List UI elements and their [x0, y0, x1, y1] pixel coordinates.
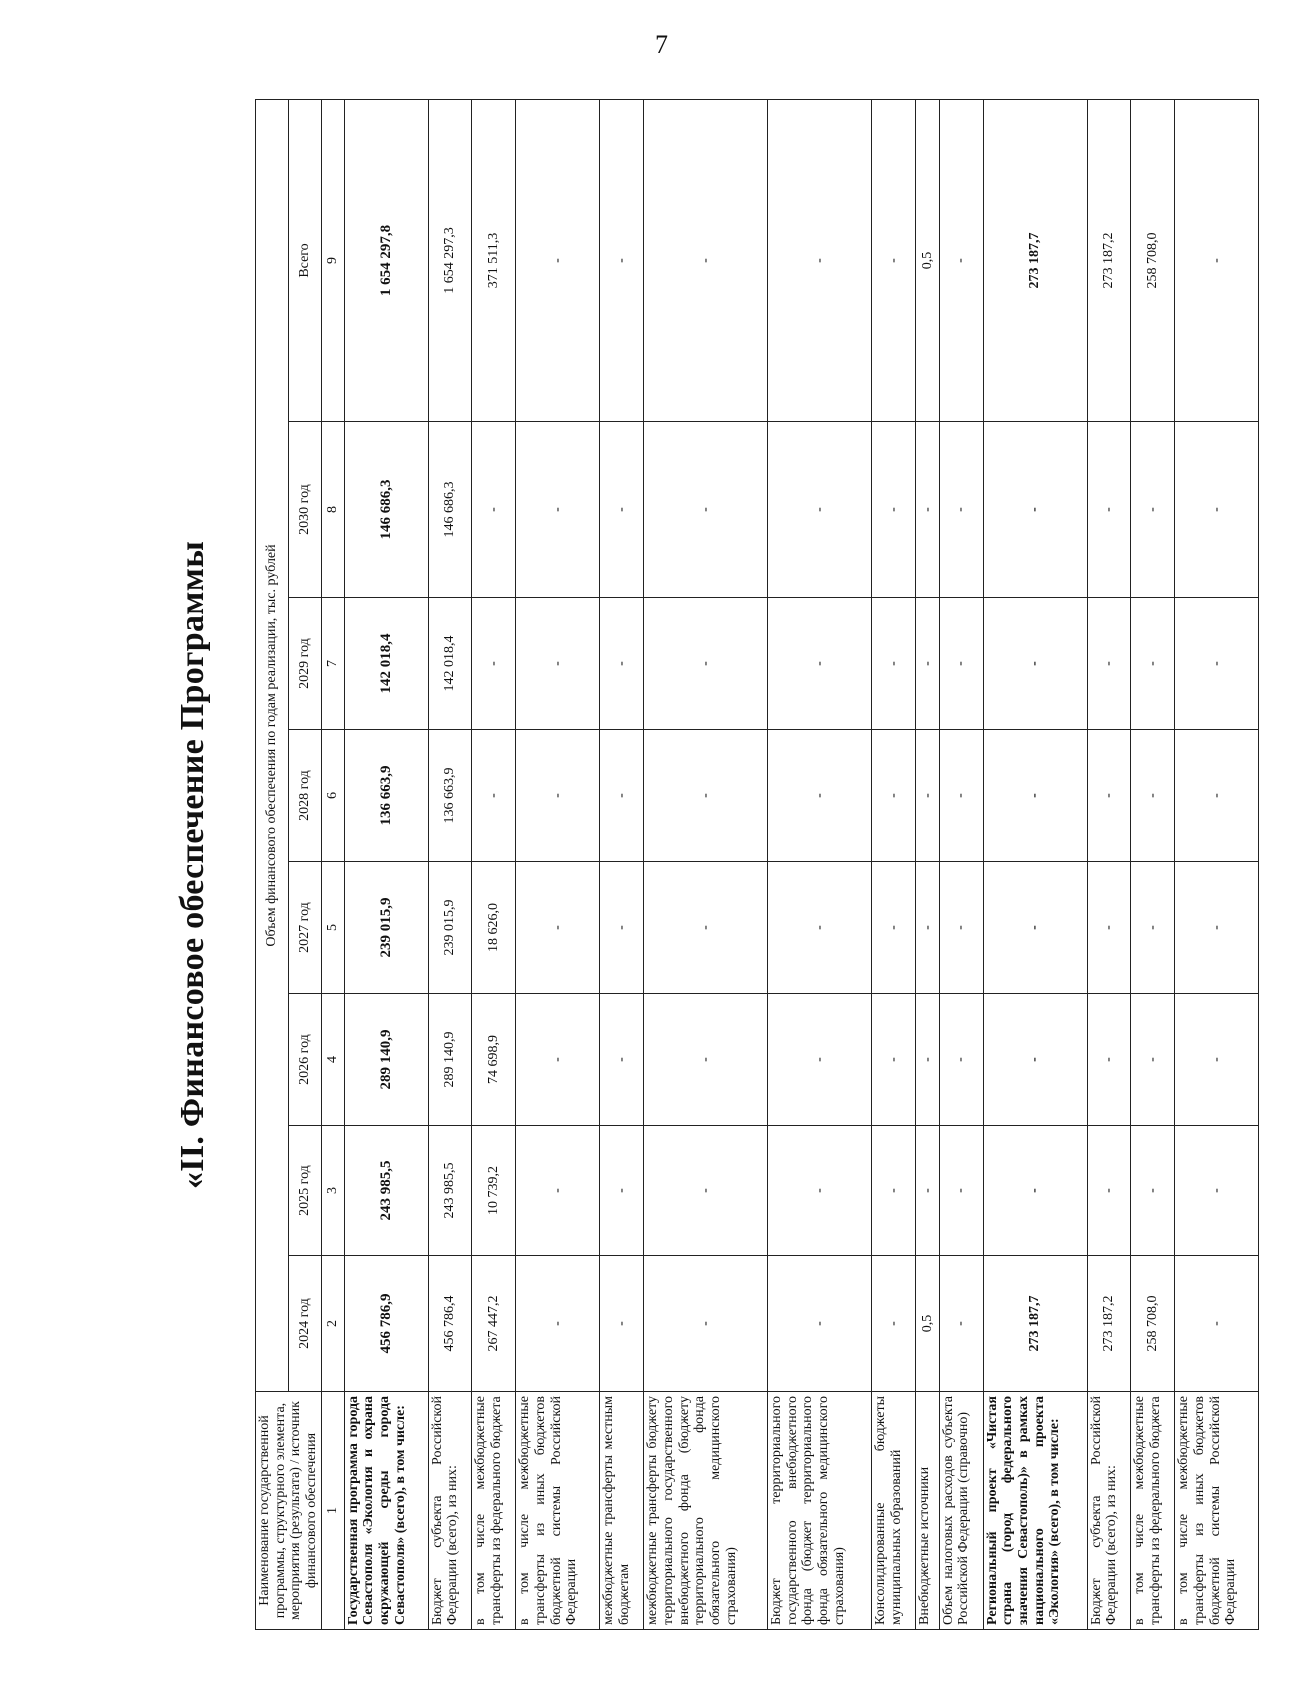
total-cell: - — [600, 99, 644, 421]
row-name-cell: Региональный проект «Чистая страна (город федерального значения Севастополь)» в рамках национального проекта «Экология» (всего), в том числе: — [983, 1392, 1087, 1630]
value-cell: - — [768, 730, 872, 862]
table-row — [915, 99, 939, 1629]
value-cell: - — [516, 422, 600, 598]
value-cell: - — [1087, 994, 1131, 1126]
value-cell: - — [983, 862, 1087, 994]
value-cell: - — [1175, 994, 1259, 1126]
value-cell: - — [939, 422, 983, 598]
total-cell: 258 708,0 — [1131, 99, 1175, 421]
total-cell: 1 654 297,3 — [428, 99, 472, 421]
table-row — [1131, 99, 1175, 1629]
value-cell: - — [983, 1126, 1087, 1256]
value-cell: - — [1087, 730, 1131, 862]
value-cell: - — [1175, 862, 1259, 994]
value-cell: 239 015,9 — [344, 862, 428, 994]
column-header-year: 2029 год — [288, 598, 321, 730]
value-cell: 239 015,9 — [428, 862, 472, 994]
value-cell: - — [1175, 1126, 1259, 1256]
value-cell: - — [516, 994, 600, 1126]
value-cell: - — [1087, 422, 1131, 598]
row-name-cell: Бюджет территориального государственного внебюджетного фонда (бюджет территориального фонда обязательного медицинского страхования) — [768, 1392, 872, 1630]
total-cell: - — [768, 99, 872, 421]
value-cell: - — [872, 862, 916, 994]
table-row — [872, 99, 916, 1629]
table-row — [983, 99, 1087, 1629]
column-index: 5 — [321, 862, 344, 994]
column-index: 1 — [321, 1392, 344, 1630]
column-header-year: 2027 год — [288, 862, 321, 994]
row-name-cell: межбюджетные трансферты бюджету территориального государственного внебюджетного фонда (бюджету территориального фонда обязательного медицинского страхования) — [644, 1392, 768, 1630]
value-cell: - — [600, 1256, 644, 1392]
value-cell: - — [939, 862, 983, 994]
value-cell: - — [1131, 422, 1175, 598]
total-cell: - — [872, 99, 916, 421]
value-cell: - — [939, 1256, 983, 1392]
value-cell: - — [1087, 862, 1131, 994]
value-cell: - — [915, 1126, 939, 1256]
value-cell: 146 686,3 — [428, 422, 472, 598]
column-index: 2 — [321, 1256, 344, 1392]
value-cell: - — [915, 994, 939, 1126]
value-cell: 74 698,9 — [472, 994, 516, 1126]
total-cell: - — [644, 99, 768, 421]
value-cell: - — [472, 598, 516, 730]
value-cell: - — [1131, 1126, 1175, 1256]
value-cell: - — [1131, 730, 1175, 862]
column-header-year: 2030 год — [288, 422, 321, 598]
value-cell: 18 626,0 — [472, 862, 516, 994]
value-cell: - — [872, 994, 916, 1126]
value-cell: 243 985,5 — [344, 1126, 428, 1256]
row-name-cell: в том числе межбюджетные трансферты из иных бюджетов бюджетной системы Российской Федерации — [516, 1392, 600, 1630]
value-cell: - — [915, 598, 939, 730]
value-cell: - — [1175, 598, 1259, 730]
value-cell: - — [472, 730, 516, 862]
section-title: «II. Финансовое обеспечение Программы — [174, 540, 211, 1190]
value-cell: - — [939, 1126, 983, 1256]
row-name-cell: в том числе межбюджетные трансферты из федерального бюджета — [1131, 1392, 1175, 1630]
value-cell: 243 985,5 — [428, 1126, 472, 1256]
row-name-cell: межбюджетные трансферты местным бюджетам — [600, 1392, 644, 1630]
value-cell: 289 140,9 — [344, 994, 428, 1126]
value-cell: - — [872, 598, 916, 730]
value-cell: - — [872, 730, 916, 862]
value-cell: - — [872, 1256, 916, 1392]
value-cell: - — [915, 862, 939, 994]
table-row — [768, 99, 872, 1629]
value-cell: - — [983, 422, 1087, 598]
value-cell: - — [644, 422, 768, 598]
value-cell: 456 786,4 — [428, 1256, 472, 1392]
row-name-cell: в том числе межбюджетные трансферты из федерального бюджета — [472, 1392, 516, 1630]
value-cell: - — [1175, 422, 1259, 598]
value-cell: 273 187,2 — [1087, 1256, 1131, 1392]
row-name-cell: в том числе межбюджетные трансферты из иных бюджетов бюджетной системы Российской Федерации — [1175, 1392, 1259, 1630]
value-cell: - — [983, 598, 1087, 730]
value-cell: - — [983, 730, 1087, 862]
value-cell: - — [600, 422, 644, 598]
column-index: 7 — [321, 598, 344, 730]
total-cell: 0,5 — [915, 99, 939, 421]
financing-table — [255, 99, 1259, 1630]
table-row — [344, 99, 428, 1629]
value-cell: - — [915, 422, 939, 598]
value-cell: - — [1087, 1126, 1131, 1256]
value-cell: 258 708,0 — [1131, 1256, 1175, 1392]
table-row — [939, 99, 983, 1629]
value-cell: - — [1175, 1256, 1259, 1392]
value-cell: - — [1175, 730, 1259, 862]
value-cell: - — [516, 598, 600, 730]
total-cell: 273 187,7 — [983, 99, 1087, 421]
column-index: 6 — [321, 730, 344, 862]
value-cell: - — [644, 730, 768, 862]
column-index: 4 — [321, 994, 344, 1126]
value-cell: - — [644, 1256, 768, 1392]
value-cell: 267 447,2 — [472, 1256, 516, 1392]
table-row — [516, 99, 600, 1629]
value-cell: 289 140,9 — [428, 994, 472, 1126]
value-cell: - — [644, 994, 768, 1126]
column-group-header: Объем финансового обеспечения по годам реализации, тыс. рублей — [256, 99, 289, 1391]
row-name-cell: Консолидированные бюджеты муниципальных образований — [872, 1392, 916, 1630]
column-index: 8 — [321, 422, 344, 598]
value-cell: - — [939, 598, 983, 730]
value-cell: - — [516, 1256, 600, 1392]
value-cell: - — [983, 994, 1087, 1126]
value-cell: 456 786,9 — [344, 1256, 428, 1392]
table-row — [428, 99, 472, 1629]
table-row — [600, 99, 644, 1629]
value-cell: - — [768, 422, 872, 598]
row-name-cell: Бюджет субъекта Российской Федерации (всего), из них: — [428, 1392, 472, 1630]
row-name-cell: Государственная программа города Севастополя «Экология и охрана окружающей среды города Севастополя» (всего), в том числе: — [344, 1392, 428, 1630]
total-cell: 273 187,2 — [1087, 99, 1131, 421]
total-cell: - — [939, 99, 983, 421]
value-cell: 142 018,4 — [344, 598, 428, 730]
column-index: 3 — [321, 1126, 344, 1256]
row-name-cell: Внебюджетные источники — [915, 1392, 939, 1630]
value-cell: - — [915, 730, 939, 862]
column-header-total: Всего — [288, 99, 321, 421]
column-header-year: 2024 год — [288, 1256, 321, 1392]
column-index-row — [321, 99, 344, 1629]
table-row — [1175, 99, 1259, 1629]
value-cell: 142 018,4 — [428, 598, 472, 730]
value-cell: - — [768, 1126, 872, 1256]
column-header-year: 2026 год — [288, 994, 321, 1126]
value-cell: 136 663,9 — [428, 730, 472, 862]
page-number: 7 — [655, 30, 668, 59]
value-cell: - — [768, 598, 872, 730]
total-cell: - — [1175, 99, 1259, 421]
table-row — [644, 99, 768, 1629]
value-cell: - — [768, 994, 872, 1126]
value-cell: - — [516, 730, 600, 862]
value-cell: - — [600, 994, 644, 1126]
value-cell: - — [516, 1126, 600, 1256]
table-row — [1087, 99, 1131, 1629]
value-cell: - — [600, 730, 644, 862]
column-header-name: Наименование государственной программы, структурного элемента, мероприятия (результата) / источник финансового обеспечения — [256, 1392, 322, 1630]
row-name-cell: Объем налоговых расходов субъекта Российской Федерации (справочно) — [939, 1392, 983, 1630]
value-cell: - — [1087, 598, 1131, 730]
value-cell: - — [472, 422, 516, 598]
value-cell: 0,5 — [915, 1256, 939, 1392]
value-cell: - — [600, 862, 644, 994]
value-cell: 146 686,3 — [344, 422, 428, 598]
total-cell: - — [516, 99, 600, 421]
column-header-year: 2025 год — [288, 1126, 321, 1256]
total-cell: 1 654 297,8 — [344, 99, 428, 421]
value-cell: - — [644, 1126, 768, 1256]
value-cell: - — [872, 1126, 916, 1256]
value-cell: - — [644, 598, 768, 730]
value-cell: - — [1131, 598, 1175, 730]
row-name-cell: Бюджет субъекта Российской Федерации (всего), из них: — [1087, 1392, 1131, 1630]
table-row — [472, 99, 516, 1629]
rotated-page-content — [160, 100, 1290, 1630]
value-cell: - — [872, 422, 916, 598]
value-cell: 273 187,7 — [983, 1256, 1087, 1392]
value-cell: 136 663,9 — [344, 730, 428, 862]
value-cell: - — [644, 862, 768, 994]
value-cell: - — [600, 1126, 644, 1256]
value-cell: - — [768, 1256, 872, 1392]
column-index: 9 — [321, 99, 344, 421]
value-cell: 10 739,2 — [472, 1126, 516, 1256]
value-cell: - — [600, 598, 644, 730]
total-cell: 371 511,3 — [472, 99, 516, 421]
column-header-year: 2028 год — [288, 730, 321, 862]
value-cell: - — [939, 994, 983, 1126]
value-cell: - — [939, 730, 983, 862]
value-cell: - — [1131, 994, 1175, 1126]
value-cell: - — [516, 862, 600, 994]
value-cell: - — [768, 862, 872, 994]
value-cell: - — [1131, 862, 1175, 994]
